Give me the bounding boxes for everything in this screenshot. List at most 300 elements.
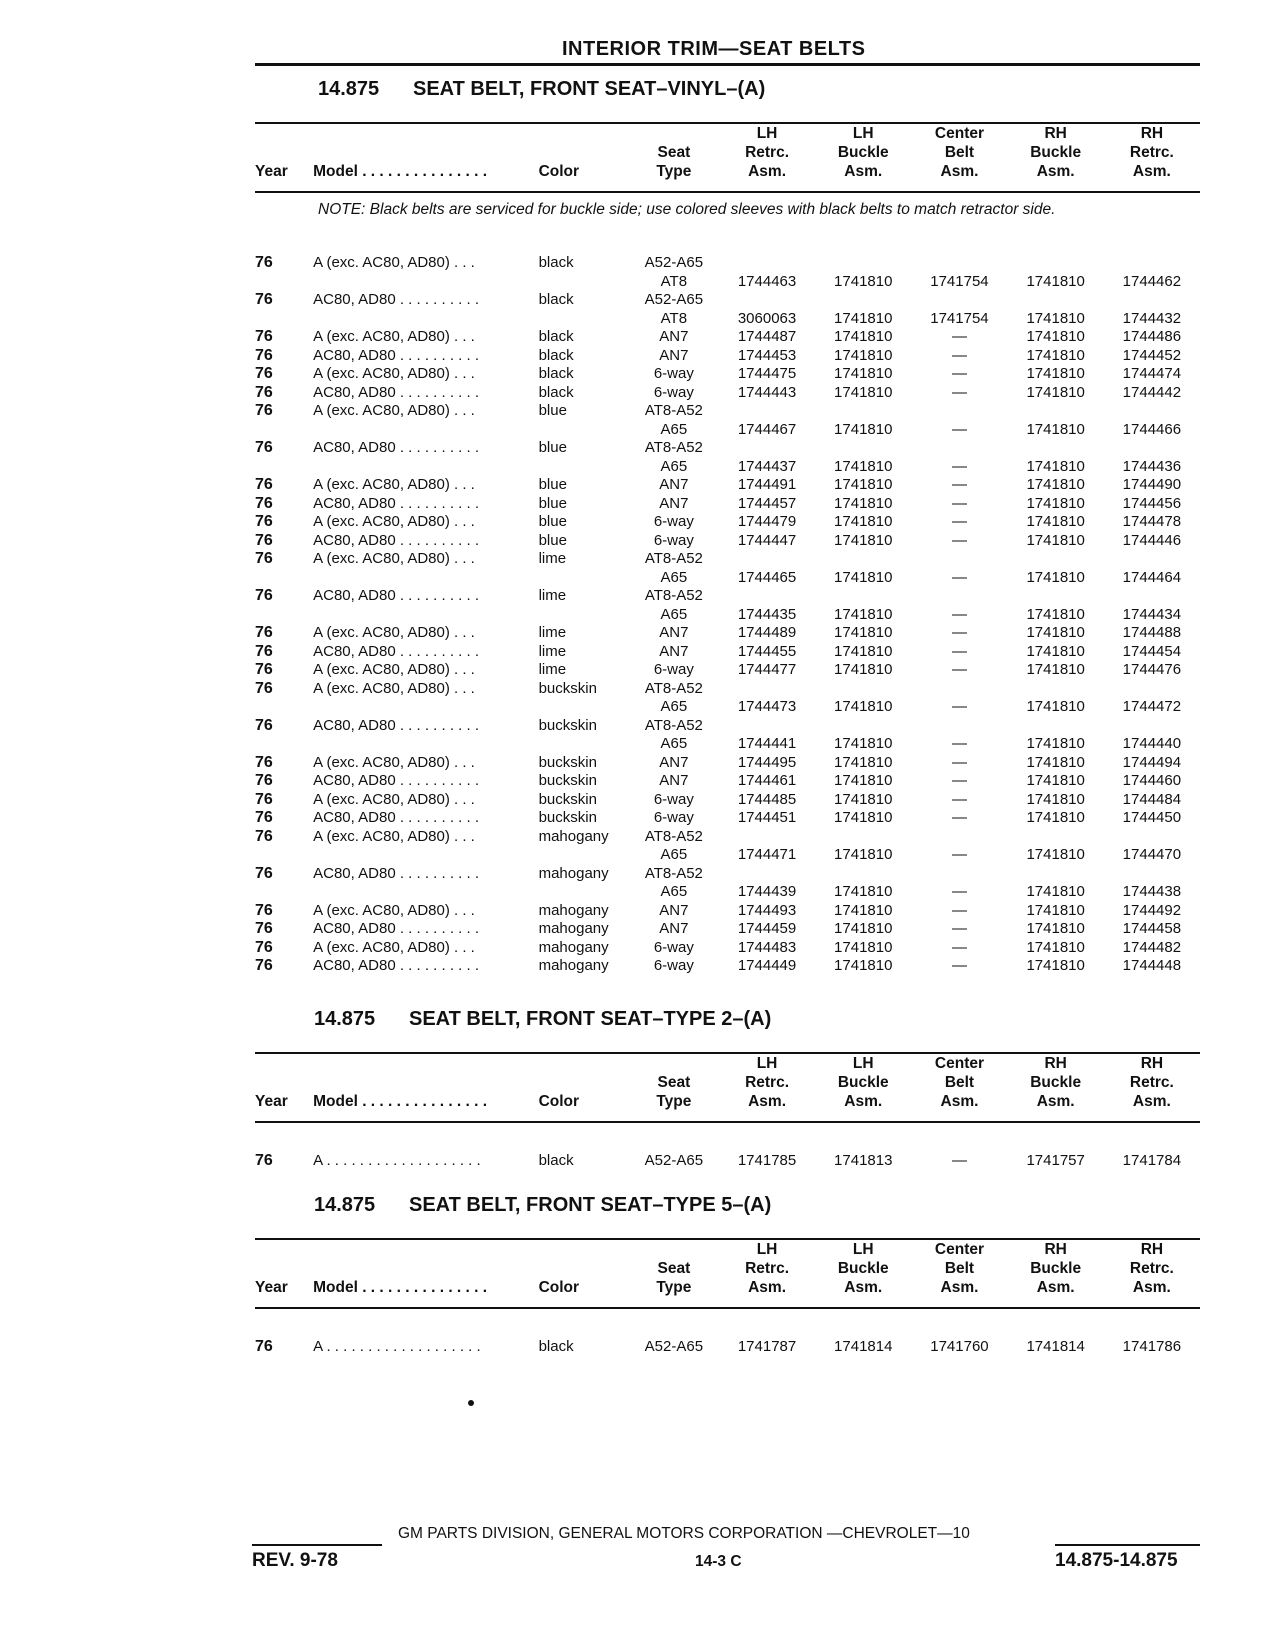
cell-seat: AT8-A52 (644, 827, 703, 845)
cell-model (313, 606, 538, 625)
cell-rh-retrc: 1744450 (1122, 809, 1182, 826)
cell-year: 76 (255, 772, 273, 789)
cell-model: A (exc. AC80, AD80) . . . (313, 513, 475, 530)
column-header-model: Model . . . . . . . . . . . . . . . (313, 1093, 488, 1110)
table-row (255, 347, 1200, 366)
column-header-year: Year (255, 163, 288, 180)
cell-center: — (951, 494, 967, 512)
cell-lh-buckle: 1741814 (834, 1338, 893, 1355)
ink-dot (468, 1400, 474, 1406)
cell-color: black (538, 346, 574, 364)
cell-lh-retrc (719, 291, 815, 310)
cell-lh-retrc: 1744493 (737, 901, 797, 919)
cell-lh-retrc: 1744453 (737, 346, 797, 364)
cell-lh-retrc: 1744459 (737, 920, 797, 937)
cell-lh-retrc: 1741785 (737, 1152, 797, 1169)
cell-seat: A52-A65 (644, 291, 704, 308)
cell-center: — (951, 901, 967, 919)
cell-center (911, 254, 1007, 273)
cell-center: — (951, 476, 967, 493)
cell-seat: A52-A65 (644, 254, 704, 271)
cell-rh-buckle: 1741810 (1026, 790, 1085, 808)
cell-color: mahogany (538, 827, 609, 845)
cell-model (313, 698, 538, 717)
cell-color (539, 310, 629, 329)
cell-center: — (951, 938, 967, 956)
cell-center: 1741754 (930, 272, 989, 290)
cell-lh-buckle: 1741810 (834, 846, 893, 863)
section-number: 14.875 (314, 1008, 376, 1030)
cell-model: AC80, AD80 . . . . . . . . . . (313, 716, 480, 734)
cell-lh-retrc: 1744485 (737, 790, 797, 808)
cell-lh-retrc (719, 402, 815, 421)
cell-rh-retrc: 1744470 (1122, 846, 1182, 863)
cell-model: AC80, AD80 . . . . . . . . . . (313, 346, 480, 364)
table-row (255, 328, 1200, 347)
cell-seat: 6-way (653, 809, 694, 826)
cell-year: 76 (255, 291, 273, 308)
cell-rh-buckle: 1741810 (1026, 772, 1085, 789)
cell-rh-buckle: 1741810 (1026, 328, 1085, 345)
cell-lh-buckle: 1741810 (834, 365, 893, 382)
cell-model: A (exc. AC80, AD80) . . . (313, 753, 475, 771)
cell-lh-retrc: 1744487 (737, 328, 797, 345)
cell-year: 76 (255, 790, 273, 808)
cell-rh-buckle: 1741810 (1026, 698, 1085, 715)
column-header-center: Center Belt Asm. (934, 125, 985, 180)
cell-seat: A65 (660, 605, 688, 623)
column-header-rh-retrc: RH Retrc. Asm. (1129, 1241, 1174, 1296)
cell-lh-retrc (719, 828, 815, 847)
table-row (255, 661, 1200, 680)
cell-model (313, 846, 538, 865)
table-row (255, 273, 1200, 292)
cell-model: AC80, AD80 . . . . . . . . . . (313, 383, 480, 401)
cell-center: 1741754 (930, 309, 989, 327)
cell-color: mahogany (538, 920, 609, 937)
cell-color: black (538, 1338, 574, 1355)
cell-lh-buckle (815, 828, 911, 847)
cell-center (911, 828, 1007, 847)
cell-rh-retrc: 1744490 (1122, 476, 1182, 493)
cell-model: AC80, AD80 . . . . . . . . . . (313, 920, 480, 937)
cell-rh-retrc: 1744452 (1122, 346, 1182, 364)
column-header-seat: Seat Type (656, 1260, 692, 1296)
cell-color: lime (538, 624, 567, 641)
cell-model: AC80, AD80 . . . . . . . . . . (313, 531, 480, 549)
table-row (255, 569, 1200, 588)
parts-table-type2 (255, 1152, 1200, 1171)
cell-lh-buckle: 1741810 (834, 698, 893, 715)
cell-year: 76 (255, 642, 273, 660)
cell-model: AC80, AD80 . . . . . . . . . . (313, 291, 480, 308)
cell-lh-retrc: 1744441 (737, 735, 797, 752)
cell-center: — (951, 698, 967, 715)
cell-year: 76 (255, 864, 273, 882)
cell-center (911, 865, 1007, 884)
cell-color: buckskin (538, 679, 597, 697)
cell-rh-buckle (1008, 291, 1104, 310)
cell-lh-buckle: 1741810 (834, 735, 893, 752)
cell-rh-retrc: 1744432 (1122, 309, 1182, 327)
section-number: 14.875 (318, 78, 380, 100)
cell-center: — (951, 328, 967, 345)
column-header-rh-buckle: RH Buckle Asm. (1030, 1241, 1082, 1296)
cell-color: mahogany (538, 938, 609, 956)
cell-rh-retrc: 1744476 (1122, 661, 1182, 678)
cell-center: — (951, 661, 967, 678)
cell-model: A (exc. AC80, AD80) . . . (313, 476, 475, 493)
cell-lh-buckle: 1741810 (834, 383, 893, 401)
cell-year: 76 (255, 901, 273, 919)
cell-center: — (951, 346, 967, 364)
cell-seat: 6-way (653, 383, 694, 401)
cell-rh-buckle: 1741810 (1026, 568, 1085, 586)
header-row (255, 124, 1200, 181)
cell-lh-retrc: 1744449 (737, 957, 797, 974)
cell-year: 76 (255, 494, 273, 512)
cell-rh-retrc: 1744436 (1122, 457, 1182, 475)
footer-page-code: 14-3 C (695, 1553, 742, 1570)
cell-year (255, 569, 313, 588)
table-row (255, 717, 1200, 736)
cell-lh-buckle (815, 717, 911, 736)
cell-rh-buckle: 1741810 (1026, 531, 1085, 549)
cell-lh-retrc (719, 865, 815, 884)
page-header: INTERIOR TRIM—SEAT BELTS (562, 38, 866, 60)
cell-rh-retrc (1104, 550, 1200, 569)
cell-lh-buckle: 1741813 (834, 1152, 893, 1169)
cell-lh-retrc: 1744455 (737, 642, 797, 660)
column-header-lh-buckle: LH Buckle Asm. (837, 1241, 889, 1296)
cell-color (539, 569, 629, 588)
table-row (255, 698, 1200, 717)
table-row (255, 532, 1200, 551)
table-row (255, 458, 1200, 477)
cell-lh-buckle: 1741810 (834, 457, 893, 475)
cell-model: A (exc. AC80, AD80) . . . (313, 402, 475, 419)
cell-center (911, 402, 1007, 421)
cell-year: 76 (255, 920, 273, 937)
cell-model: A (exc. AC80, AD80) . . . (313, 679, 475, 697)
cell-rh-retrc (1104, 587, 1200, 606)
cell-center (911, 291, 1007, 310)
cell-model: A (exc. AC80, AD80) . . . (313, 550, 475, 567)
table-row (255, 643, 1200, 662)
cell-seat: AN7 (659, 624, 689, 641)
cell-color: blue (538, 513, 567, 530)
cell-model: A (exc. AC80, AD80) . . . (313, 938, 475, 956)
cell-seat: 6-way (653, 513, 694, 530)
section-title-type5 (314, 1194, 771, 1217)
table-row (255, 902, 1200, 921)
cell-model: AC80, AD80 . . . . . . . . . . (313, 809, 480, 826)
table-row (255, 809, 1200, 828)
cell-center (911, 439, 1007, 458)
column-header-lh-retrc: LH Retrc. Asm. (745, 1241, 790, 1296)
cell-rh-retrc: 1741784 (1122, 1152, 1182, 1169)
cell-year: 76 (255, 827, 273, 845)
cell-color: blue (538, 402, 567, 419)
cell-lh-buckle (815, 254, 911, 273)
cell-lh-buckle (815, 865, 911, 884)
footer-rule-left (252, 1544, 382, 1546)
cell-lh-retrc: 1744471 (737, 846, 797, 863)
cell-rh-buckle (1008, 680, 1104, 699)
table-row (255, 495, 1200, 514)
table-row (255, 365, 1200, 384)
cell-color: blue (538, 494, 567, 512)
table-header (255, 124, 1200, 181)
cell-rh-buckle: 1741810 (1026, 346, 1085, 364)
cell-rh-buckle (1008, 254, 1104, 273)
cell-color: mahogany (538, 901, 609, 919)
cell-lh-retrc: 1744435 (737, 605, 797, 623)
parts-table-type5 (255, 1338, 1200, 1357)
cell-seat: A65 (660, 568, 688, 586)
cell-color (539, 846, 629, 865)
cell-seat: A65 (660, 457, 688, 475)
table-row (255, 476, 1200, 495)
cell-year: 76 (255, 716, 273, 734)
footer-rule-right (1055, 1544, 1200, 1546)
cell-lh-buckle: 1741810 (834, 753, 893, 771)
cell-rh-buckle: 1741814 (1026, 1338, 1085, 1355)
cell-rh-retrc (1104, 717, 1200, 736)
cell-year (255, 698, 313, 717)
cell-lh-buckle (815, 402, 911, 421)
cell-rh-retrc: 1744494 (1122, 753, 1182, 771)
table-row (255, 772, 1200, 791)
cell-lh-buckle: 1741810 (834, 605, 893, 623)
cell-rh-retrc (1104, 680, 1200, 699)
table-row (255, 310, 1200, 329)
cell-rh-buckle: 1741810 (1026, 661, 1085, 678)
cell-rh-buckle: 1741810 (1026, 476, 1085, 493)
column-header-center: Center Belt Asm. (934, 1055, 985, 1110)
cell-lh-buckle: 1741810 (834, 957, 893, 974)
cell-model: A . . . . . . . . . . . . . . . . . . . (313, 1152, 481, 1169)
section-name: SEAT BELT, FRONT SEAT–TYPE 5–(A) (409, 1194, 772, 1216)
table-header-rule (255, 1121, 1200, 1123)
footer-division: GM PARTS DIVISION, GENERAL MOTORS CORPORATION —CHEVROLET—10 (398, 1525, 970, 1542)
cell-rh-retrc: 1744484 (1122, 790, 1182, 808)
cell-rh-retrc (1104, 291, 1200, 310)
cell-color (539, 735, 629, 754)
cell-color: blue (538, 531, 567, 549)
cell-rh-buckle: 1741810 (1026, 272, 1085, 290)
cell-rh-buckle (1008, 587, 1104, 606)
cell-lh-buckle: 1741810 (834, 513, 893, 530)
cell-color: black (538, 291, 574, 308)
cell-seat: AN7 (659, 494, 689, 512)
cell-year: 76 (255, 365, 273, 382)
cell-seat: AN7 (659, 328, 689, 345)
table-row (255, 1152, 1200, 1171)
cell-lh-buckle: 1741810 (834, 938, 893, 956)
cell-center: — (951, 568, 967, 586)
cell-lh-buckle (815, 680, 911, 699)
column-header-model: Model . . . . . . . . . . . . . . . (313, 163, 488, 180)
table-row (255, 439, 1200, 458)
cell-rh-buckle: 1741810 (1026, 735, 1085, 752)
cell-lh-retrc (719, 439, 815, 458)
cell-model: AC80, AD80 . . . . . . . . . . (313, 439, 480, 456)
cell-rh-buckle: 1741757 (1026, 1152, 1085, 1169)
cell-color: buckskin (538, 716, 597, 734)
header-rule (255, 63, 1200, 66)
cell-rh-buckle: 1741810 (1026, 642, 1085, 660)
cell-year (255, 310, 313, 329)
cell-rh-retrc: 1744466 (1122, 420, 1182, 438)
cell-color (539, 883, 629, 902)
cell-model: A (exc. AC80, AD80) . . . (313, 790, 475, 808)
cell-color: mahogany (538, 864, 609, 882)
cell-rh-buckle: 1741810 (1026, 309, 1085, 327)
cell-rh-buckle: 1741810 (1026, 957, 1085, 974)
cell-seat: A65 (660, 735, 688, 752)
cell-rh-retrc: 1744486 (1122, 328, 1182, 345)
cell-rh-buckle: 1741810 (1026, 513, 1085, 530)
cell-rh-buckle (1008, 717, 1104, 736)
cell-rh-retrc: 1744460 (1122, 772, 1182, 789)
cell-rh-buckle (1008, 402, 1104, 421)
cell-lh-buckle: 1741810 (834, 476, 893, 493)
cell-lh-retrc: 1744439 (737, 883, 797, 900)
cell-lh-retrc (719, 680, 815, 699)
table-row (255, 828, 1200, 847)
cell-year: 76 (255, 346, 273, 364)
cell-model (313, 310, 538, 329)
cell-rh-retrc: 1744454 (1122, 642, 1182, 660)
cell-model: A . . . . . . . . . . . . . . . . . . . (313, 1338, 481, 1355)
cell-center: — (951, 420, 967, 438)
cell-lh-retrc: 1744443 (737, 383, 797, 401)
section-number: 14.875 (314, 1194, 376, 1216)
cell-center: — (951, 957, 967, 974)
table-header-rule (255, 1307, 1200, 1309)
cell-year (255, 421, 313, 440)
cell-seat: 6-way (653, 365, 694, 382)
cell-seat: 6-way (653, 957, 694, 974)
cell-rh-buckle: 1741810 (1026, 920, 1085, 937)
cell-center: — (951, 790, 967, 808)
cell-rh-buckle: 1741810 (1026, 457, 1085, 475)
cell-rh-retrc: 1744456 (1122, 494, 1182, 512)
cell-center: — (951, 920, 967, 937)
cell-seat: AN7 (659, 772, 689, 789)
table-header (255, 1054, 1200, 1111)
cell-lh-retrc: 1744495 (737, 753, 797, 771)
cell-seat: AT8-A52 (644, 402, 703, 419)
column-header-lh-buckle: LH Buckle Asm. (837, 125, 889, 180)
footer-range: 14.875-14.875 (1055, 1550, 1178, 1571)
cell-rh-retrc: 1744492 (1122, 901, 1182, 919)
cell-lh-buckle: 1741810 (834, 772, 893, 789)
cell-center: — (951, 809, 967, 826)
column-header-seat: Seat Type (656, 144, 692, 180)
cell-lh-retrc: 1744437 (737, 457, 797, 475)
section-name: SEAT BELT, FRONT SEAT–VINYL–(A) (413, 78, 766, 100)
cell-year: 76 (255, 753, 273, 771)
cell-rh-retrc (1104, 254, 1200, 273)
cell-model: A (exc. AC80, AD80) . . . (313, 254, 475, 271)
cell-lh-retrc: 1744473 (737, 698, 797, 715)
column-header-year: Year (255, 1279, 288, 1296)
cell-color: blue (538, 439, 567, 456)
column-header-color: Color (538, 163, 580, 180)
cell-rh-buckle: 1741810 (1026, 809, 1085, 826)
cell-color: black (538, 383, 574, 401)
cell-color (539, 606, 629, 625)
cell-model (313, 421, 538, 440)
cell-rh-retrc: 1744474 (1122, 365, 1182, 382)
cell-rh-retrc: 1741786 (1122, 1338, 1182, 1355)
cell-lh-buckle: 1741810 (834, 309, 893, 327)
table-row (255, 865, 1200, 884)
table-row (255, 606, 1200, 625)
cell-model: AC80, AD80 . . . . . . . . . . (313, 587, 480, 604)
cell-center: — (951, 605, 967, 623)
column-header-lh-retrc: LH Retrc. Asm. (745, 125, 790, 180)
table-row (255, 513, 1200, 532)
cell-color: lime (538, 661, 567, 678)
cell-year: 76 (255, 513, 273, 530)
cell-center (911, 680, 1007, 699)
column-header-rh-buckle: RH Buckle Asm. (1030, 1055, 1082, 1110)
cell-model (313, 458, 538, 477)
cell-year: 76 (255, 254, 273, 271)
cell-center (911, 717, 1007, 736)
cell-lh-buckle: 1741810 (834, 328, 893, 345)
cell-seat: A65 (660, 883, 688, 900)
cell-rh-retrc: 1744482 (1122, 938, 1182, 956)
column-header-year: Year (255, 1093, 288, 1110)
cell-lh-buckle: 1741810 (834, 790, 893, 808)
cell-model: AC80, AD80 . . . . . . . . . . (313, 957, 480, 974)
table-row (255, 680, 1200, 699)
cell-model (313, 883, 538, 902)
cell-lh-retrc: 1744461 (737, 772, 797, 789)
cell-lh-buckle (815, 550, 911, 569)
cell-lh-buckle: 1741810 (834, 661, 893, 678)
cell-rh-buckle: 1741810 (1026, 624, 1085, 641)
column-header-rh-retrc: RH Retrc. Asm. (1129, 1055, 1174, 1110)
cell-year: 76 (255, 624, 273, 641)
cell-year (255, 273, 313, 292)
cell-rh-buckle: 1741810 (1026, 605, 1085, 623)
cell-year (255, 606, 313, 625)
cell-color: lime (538, 587, 567, 604)
cell-center: — (951, 642, 967, 660)
cell-lh-retrc: 1744465 (737, 568, 797, 586)
cell-color: lime (538, 642, 567, 660)
cell-rh-retrc (1104, 865, 1200, 884)
cell-seat: AT8 (660, 272, 688, 290)
cell-lh-retrc: 1744463 (737, 272, 797, 290)
cell-rh-retrc (1104, 439, 1200, 458)
column-header-color: Color (538, 1093, 580, 1110)
cell-lh-retrc: 1744467 (737, 420, 797, 438)
cell-center: — (951, 457, 967, 475)
cell-seat: A52-A65 (644, 1152, 704, 1169)
cell-center: — (951, 753, 967, 771)
cell-color: black (538, 1152, 574, 1169)
header-row (255, 1240, 1200, 1297)
cell-lh-retrc (719, 717, 815, 736)
cell-rh-buckle: 1741810 (1026, 901, 1085, 919)
cell-year: 76 (255, 439, 273, 456)
